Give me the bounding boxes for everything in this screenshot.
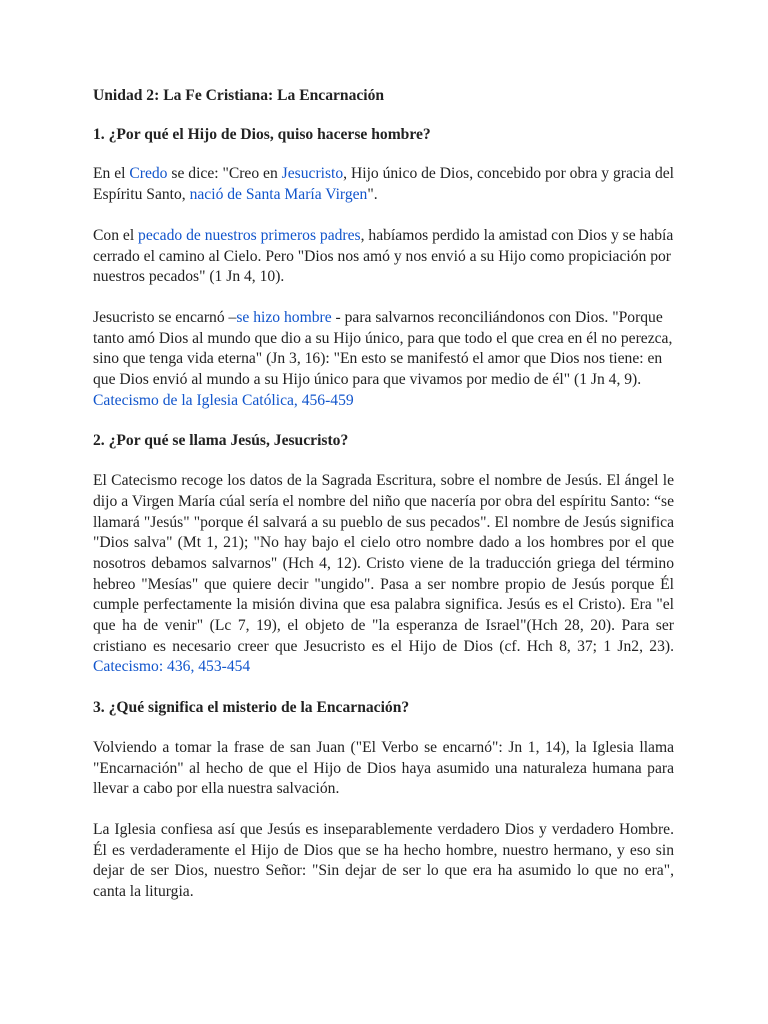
section-1-paragraph-1: En el Credo se dice: "Creo en Jesucristo, Hijo único de Dios, concebido por obra y gracia del Espíritu Santo, nació de Santa María Virgen".: [93, 165, 675, 204]
section-1-heading: 1. ¿Por qué el Hijo de Dios, quiso hacerse hombre?: [93, 125, 431, 143]
se-hizo-hombre-link[interactable]: se hizo hombre: [236, 308, 332, 326]
catecismo-436-453-454-link[interactable]: Catecismo: 436, 453-454: [93, 658, 251, 676]
nacio-virgen-link[interactable]: nació de Santa María Virgen: [189, 186, 368, 204]
credo-link[interactable]: Credo: [129, 165, 168, 183]
section-2-paragraph-1: El Catecismo recoge los datos de la Sagrada Escritura, sobre el nombre de Jesús. El ángel le dijo a Virgen María cúal sería el nombre del niño que nacería por obra del espíritu Santo: “se llamará "Jesús" "porque él salvará a su pueblo de sus pecados". El nombre de Jesús significa "Dios salva" (Mt 1, 21); "No hay bajo el cielo otro nombre dado a los hombres por el que nosotros debamos salvarnos" (Hch 4, 12). Cristo viene de la traducción griega del término hebreo "Mesías" que quiere decir "ungido". Pasa a ser nombre propio de Jesús porque Él cumple perfectamente la misión divina que esa palabra significa. Jesús es el Cristo). Era "el que ha de venir" (Lc 7, 19), el objeto de "la esperanza de Israel"(Hch 28, 20). Para ser cristiano es necesario creer que Jesucristo es el Hijo de Dios (cf. Hch 8, 37; 1 Jn2, 23). Catecismo: 436, 453-454: [93, 472, 674, 676]
section-3-heading: 3. ¿Qué significa el misterio de la Encarnación?: [93, 699, 410, 717]
catecismo-456-459-link[interactable]: Catecismo de la Iglesia Católica, 456-459: [93, 391, 354, 409]
section-2-heading: 2. ¿Por qué se llama Jesús, Jesucristo?: [93, 432, 349, 450]
section-3-paragraph-2: La Iglesia confiesa así que Jesús es inseparablemente verdadero Dios y verdadero Hombre. Él es verdaderamente el Hijo de Dios que se ha hecho hombre, nuestro hermano, y eso sin dejar de ser Dios, nuestro Señor: "Sin dejar de ser lo que era ha asumido lo que no era", canta la liturgia.: [93, 820, 674, 901]
section-1-paragraph-3: Jesucristo se encarnó –se hizo hombre - para salvarnos reconciliándonos con Dios. "Porque tanto amó Dios al mundo que dio a su Hijo único, para que todo el que crea en él no perezca, sino que tenga vida eterna" (Jn 3, 16): "En esto se manifestó el amor que Dios nos tiene: en que Dios envió al mundo a su Hijo único para que vivamos por medio de él" (1 Jn 4, 9). Catecismo de la Iglesia Católica, 456-459: [93, 308, 673, 409]
pecado-primeros-padres-link[interactable]: pecado de nuestros primeros padres: [138, 226, 361, 244]
document-body: [93, 86, 674, 923]
jesucristo-link[interactable]: Jesucristo: [281, 165, 344, 183]
section-1-paragraph-2: Con el pecado de nuestros primeros padres, habíamos perdido la amistad con Dios y se había cerrado el camino al Cielo. Pero "Dios nos amó y nos envió a su Hijo como propiciación por nuestros pecados" (1 Jn 4, 10).: [93, 226, 674, 286]
section-3-paragraph-1: Volviendo a tomar la frase de san Juan ("El Verbo se encarnó": Jn 1, 14), la Iglesia llama "Encarnación" al hecho de que el Hijo de Dios haya asumido una naturaleza humana para llevar a cabo por ella nuestra salvación.: [93, 738, 674, 798]
unit-title: Unidad 2: La Fe Cristiana: La Encarnación: [93, 87, 385, 104]
